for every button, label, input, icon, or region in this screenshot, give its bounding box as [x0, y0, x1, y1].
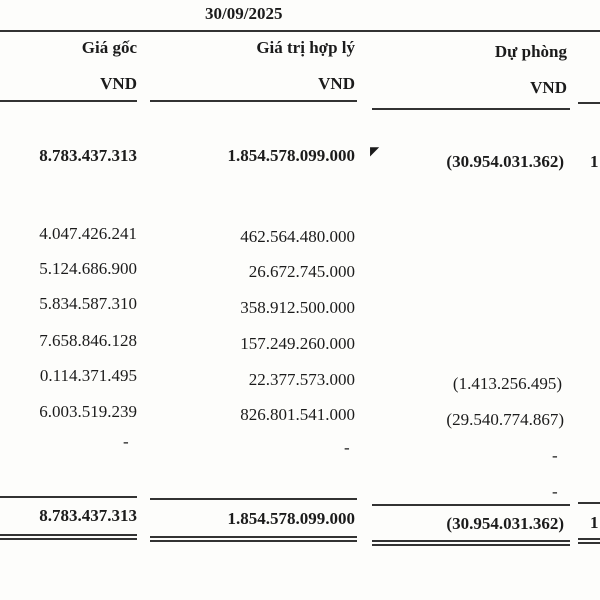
row-1-fair-value: 462.564.480.000	[240, 227, 355, 246]
total-cost: 8.783.437.313	[39, 146, 137, 165]
col-fair-value-label: Giá trị hợp lý	[256, 38, 355, 57]
fair-value-total-rule-1	[150, 536, 357, 538]
fair-value-header-rule	[150, 100, 357, 102]
provision-total-rule-2	[372, 544, 570, 546]
col-fair-value-unit: VND	[318, 74, 355, 93]
col-cost-unit: VND	[100, 74, 137, 93]
period-underline	[0, 30, 600, 32]
next-col-total-rule-top	[578, 502, 600, 504]
grand-total-next-col: 1	[590, 513, 599, 532]
col-provision-unit: VND	[530, 78, 567, 97]
row-5-provision: (1.413.256.495)	[452, 374, 562, 393]
col-cost-label: Giá gốc	[81, 38, 137, 57]
cost-total-rule-top	[0, 496, 137, 498]
row-6-cost: 6.003.519.239	[39, 402, 137, 421]
total-next-col: 1	[590, 152, 599, 171]
cost-header-rule	[0, 100, 137, 102]
cost-total-rule-2	[0, 538, 137, 540]
period-date: 30/09/2025	[205, 4, 283, 23]
total-fair-value: 1.854.578.099.000	[227, 146, 355, 165]
row-4-cost: 7.658.846.128	[39, 331, 137, 350]
grand-total-provision: (30.954.031.362)	[446, 514, 564, 533]
grand-total-fair-value: 1.854.578.099.000	[227, 509, 355, 528]
row-6-provision: (29.540.774.867)	[446, 410, 564, 429]
row-2-cost: 5.124.686.900	[39, 259, 137, 278]
grand-total-cost: 8.783.437.313	[39, 506, 137, 525]
row-7-cost: -	[123, 432, 129, 451]
col-provision-label: Dự phòng	[494, 42, 567, 61]
fair-value-total-rule-2	[150, 540, 357, 542]
row-3-fair-value: 358.912.500.000	[240, 298, 355, 317]
comment-marker-icon: ◤	[370, 144, 380, 158]
provision-total-rule-1	[372, 540, 570, 542]
row-7-fair-value: -	[344, 438, 350, 457]
next-col-header-rule	[578, 102, 600, 104]
row-1-cost: 4.047.426.241	[39, 224, 137, 243]
row-4-fair-value: 157.249.260.000	[240, 334, 355, 353]
next-col-total-rule-2	[578, 542, 600, 544]
provision-header-rule	[372, 108, 570, 110]
row-6-fair-value: 826.801.541.000	[240, 405, 355, 424]
row-7-provision: -	[552, 446, 558, 465]
extra-dash: -	[552, 482, 558, 501]
next-col-total-rule-1	[578, 538, 600, 540]
row-5-fair-value: 22.377.573.000	[248, 370, 355, 389]
row-3-cost: 5.834.587.310	[39, 294, 137, 313]
cost-total-rule-1	[0, 534, 137, 536]
total-provision: (30.954.031.362)	[446, 152, 564, 171]
row-5-cost: 0.114.371.495	[39, 366, 137, 385]
row-2-fair-value: 26.672.745.000	[248, 262, 355, 281]
fair-value-total-rule-top	[150, 498, 357, 500]
provision-total-rule-top	[372, 504, 570, 506]
